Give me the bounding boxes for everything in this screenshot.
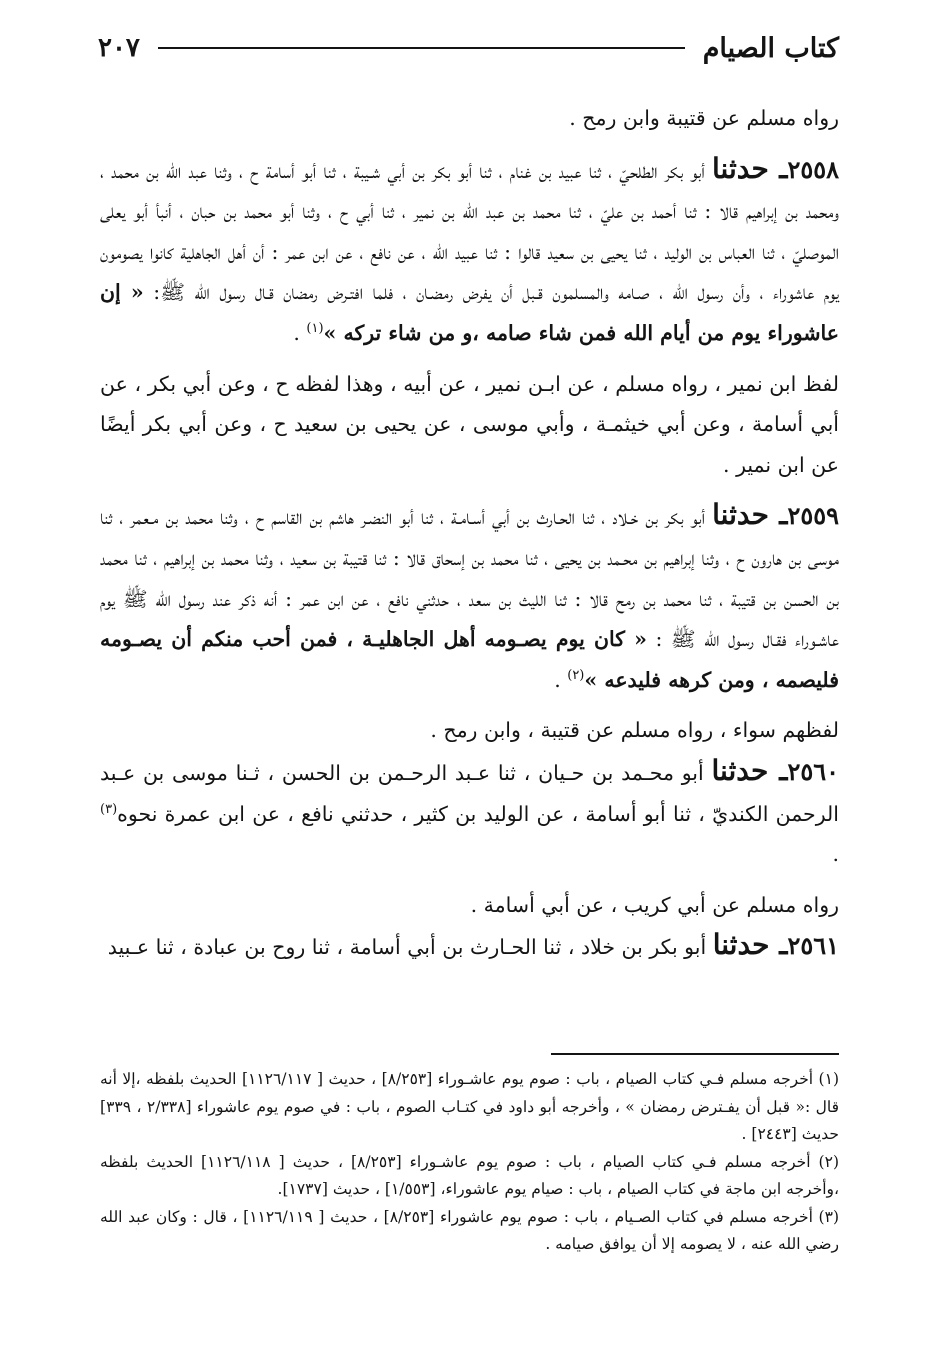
hadith-number: ٢٥٦١ [787,931,839,961]
footnote-marker[interactable]: (٢) [567,667,585,683]
hadith-2559 [100,495,839,700]
page-number: ٢٠٧ [98,33,140,63]
hadith-text: أبو بكر بن خلاد ، ثنا الحـارث بن أبي أسامة ، ثنا روح بن عبادة ، ثنا عـبيد [107,935,713,960]
haddathana-word: ـ حدثنا [711,753,788,787]
haddathana-word: ـ حدثنا [712,928,788,962]
footnote-marker[interactable]: (٣) [100,801,118,817]
hadith-text: أبو بكر الطلحيّ ، ثنا عبيد بن غنام ، ثنا أبو بكر بن أبي شـيبة ، ثنا أبو أسامة ح ، وثنا عبد الله بن محمد ، ومحمد بن إبراهيم قالا : ثنا أحمد بن عليّ ، ثنا محمد بن عبد الله بن نمير ، ثنا أبي ح ، وثنا أبو محمد بن حبان ، أنبأ أبو يعلى الموصليّ ، ثنا العباس بن الوليد ، ثنا يحيى بن سعيد قالوا : ثنا عبيد الله ، عن نافع ، عن ابن عمر : أن أهل الجاهلية كانوا يصومون يوم عاشوراء ، وأن رسول الله ، صـامه والمسلمون قـبل أن يفرض رمضـان ، فلما افتـرض رمضان قـال رسول الله ﷺ: [100,158,839,305]
hadith-number: ٢٥٥٩ [787,501,839,531]
narration-note: رواه مسلم عن أبي كريب ، عن أبي أسامة . [470,892,839,917]
hadith-text: أبو محـمد بن حـيان ، ثنا عـبد الرحـمن بن الحسن ، ثـنا موسى بن عـبد الرحمن الكنديّ ، ثنا أبو أسامة ، عن الوليد بن كثير ، حدثني نافع ، عن ابن عمرة نحوه [100,760,839,826]
sentence-end: . [554,667,568,692]
hadith-2561 [100,925,839,968]
footnotes [100,1066,839,1259]
haddathana-word: ـ حدثنا [712,151,788,185]
hadith-quote: « إن عاشوراء يوم من أيام الله فمن شاء صامه ،و من شاء تركه » [100,280,839,345]
hadith-quote: « كان يوم يصـومه أهل الجاهليـة ، فمن أحب منكم أن يصـومه فليصمه ، ومن كرهه فليدعه » [100,627,839,692]
hadith-2558 [100,149,839,354]
hadith-2560 [100,751,839,875]
footnote-marker[interactable]: (١) [306,321,324,337]
running-title: كتاب الصيام [702,32,839,64]
header-rule [158,47,685,49]
narration-note: رواه مسلم عن قتيبة وابن رمح . [569,106,839,130]
page-body [100,98,839,968]
footnote-1: (١) أخرجه مسلم فـي كتاب الصيام ، باب : صوم يوم عاشـوراء [٨/٢٥٣] ، حديث [ ١١٢٦/١١٧] الحديث بلفظه ،إلا أنه قال :« قبل أن يفـترض رمضان » ، وأخرجه أبو داود في كتـاب الصوم ، باب : في صوم يوم عاشوراء [٢/٣٣٨ ، ٣٣٩] حديث [٢٤٤٣] . [100,1070,839,1143]
hadith-number: ٢٥٥٨ [787,154,840,184]
haddathana-word: ـ حدثنا [712,498,788,532]
footnote-2: (٢) أخرجه مسلم فـي كتاب الصيام ، باب : صوم يوم عاشـوراء [٨/٢٥٣] ، حديث [ ١١٢٦/١١٨] الحديث بلفظه ،وأخرجه ابن ماجة في كتاب الصيام ، باب : صيام يوم عاشوراء، [١/٥٥٣] ، حديث [١٧٣٧]. [100,1152,839,1198]
narration-note: لفظهم سواء ، رواه مسلم عن قتيبة ، وابن رمح . [430,718,839,743]
page-header [98,28,839,68]
sentence-end: . [832,842,839,867]
narration-note: لفظ ابن نمير ، رواه مسلم ، عن ابـن نمير ، عن أبيه ، وهذا لفظه ح ، وعن أبي بكر ، عن أبي أسامة ، وعن أبي خيثمـة ، وأبي موسى ، عن يحيى بن سعيد ح ، وعن أبي بكر أيضًا عن ابن نمير . [100,371,839,477]
sentence-end: . [293,320,307,345]
footnote-separator [551,1053,839,1055]
hadith-number: ٢٥٦٠ [787,756,840,786]
hadith-text: أبو بكر بن خـلاد ، ثنا الحـارث بن أبي أسـامـة ، ثنا أبو النضـر هاشم بن القاسم ح ، وثنا محمد بن مـعمر ، ثنا موسى بن هارون ح ، وثنا إبراهيم بن محـمد بن يحيى ، ثنا محمد بن إسحاق قالا : ثنا قتيبة بن سعيد ، وثنا محمد بن إبراهيم ، ثنا محمد بن الحسن بن قتيبة ، ثنا محمد بن رمح قالا : ثنا الليث بن سعد ، حدثني نافع ، عن ابن عمر : أنه ذكر عند رسول الله ﷺ يوم عاشـوراء فقـال رسول الله ﷺ : [100,505,839,652]
footnote-3: (٣) أخرجه مسلم في كتاب الصـيام ، باب : صوم يوم عاشوراء [٨/٢٥٣] ، حديث [ ١١٢٦/١١٩] ، قال : وكان عبد الله رضي الله عنه ، لا يصومه إلا أن يوافق صيامه . [100,1207,839,1253]
